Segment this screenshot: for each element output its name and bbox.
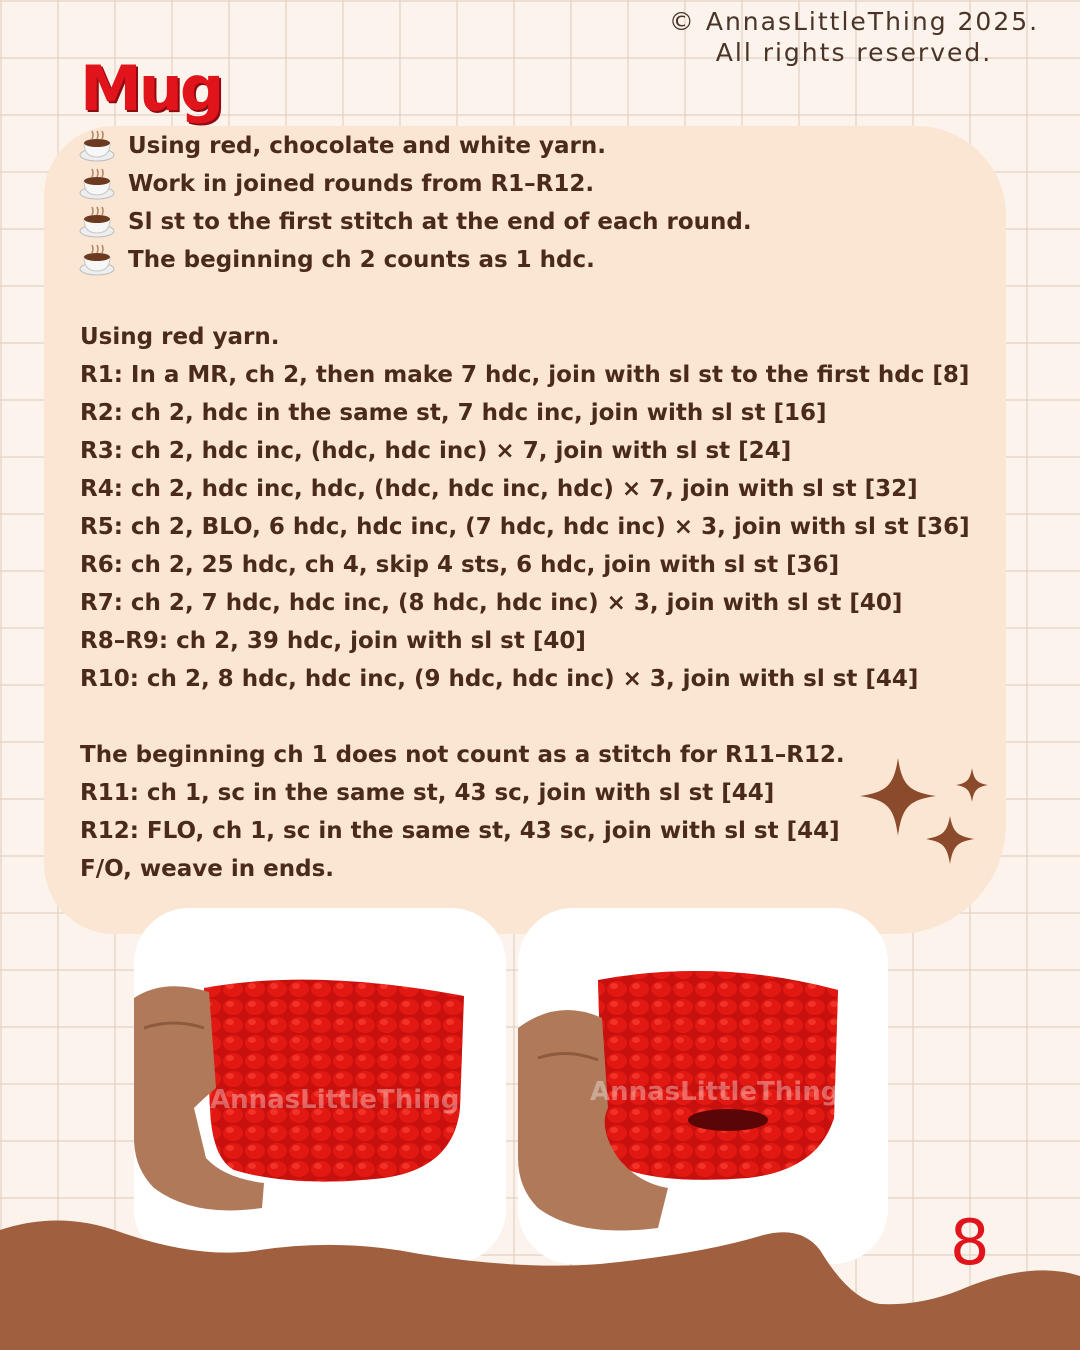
bullet-text: Work in joined rounds from R1–R12. bbox=[128, 171, 595, 197]
section-intro: Using red yarn. bbox=[80, 324, 280, 350]
chocolate-wave bbox=[0, 1210, 1080, 1350]
spacer bbox=[80, 698, 970, 736]
bullet-item bbox=[78, 165, 752, 203]
bullet-text: Using red, chocolate and white yarn. bbox=[128, 133, 606, 159]
bullet-list bbox=[78, 127, 752, 279]
copyright-notice bbox=[644, 6, 1064, 68]
pattern-row-r1: R1: In a MR, ch 2, then make 7 hdc, join with sl st to the first hdc [8] bbox=[80, 362, 970, 388]
sparkle-icon bbox=[850, 750, 995, 870]
page-number: 8 bbox=[950, 1206, 990, 1279]
coffee-cup-icon bbox=[78, 205, 116, 239]
bullet-text: Sl st to the first stitch at the end of each round. bbox=[128, 209, 752, 235]
copyright-line-1: © AnnasLittleThing 2025. bbox=[668, 7, 1040, 36]
coffee-cup-icon bbox=[78, 243, 116, 277]
coffee-cup-icon bbox=[78, 129, 116, 163]
page-title: Mug bbox=[80, 52, 222, 125]
pattern-row-r8-r9: R8–R9: ch 2, 39 hdc, join with sl st [40] bbox=[80, 628, 586, 654]
bullet-text: The beginning ch 2 counts as 1 hdc. bbox=[128, 247, 595, 273]
pattern-row-r4: R4: ch 2, hdc inc, hdc, (hdc, hdc inc, hdc) × 7, join with sl st [32] bbox=[80, 476, 918, 502]
pattern-row-r7: R7: ch 2, 7 hdc, hdc inc, (8 hdc, hdc inc) × 3, join with sl st [40] bbox=[80, 590, 903, 616]
photo-watermark: AnnasLittleThing bbox=[590, 1077, 840, 1107]
coffee-cup-icon bbox=[78, 167, 116, 201]
bullet-item bbox=[78, 203, 752, 241]
bullet-item bbox=[78, 241, 752, 279]
pattern-row-r3: R3: ch 2, hdc inc, (hdc, hdc inc) × 7, join with sl st [24] bbox=[80, 438, 792, 464]
pattern-row-r10: R10: ch 2, 8 hdc, hdc inc, (9 hdc, hdc inc) × 3, join with sl st [44] bbox=[80, 666, 919, 692]
pattern-row-r5: R5: ch 2, BLO, 6 hdc, hdc inc, (7 hdc, hdc inc) × 3, join with sl st [36] bbox=[80, 514, 970, 540]
pattern-row-r12: R12: FLO, ch 1, sc in the same st, 43 sc, join with sl st [44] bbox=[80, 818, 840, 844]
pattern-instructions bbox=[80, 318, 970, 888]
section-intro: The beginning ch 1 does not count as a stitch for R11–R12. bbox=[80, 742, 845, 768]
pattern-row-r2: R2: ch 2, hdc in the same st, 7 hdc inc, join with sl st [16] bbox=[80, 400, 827, 426]
pattern-row-r11: R11: ch 1, sc in the same st, 43 sc, join with sl st [44] bbox=[80, 780, 775, 806]
bullet-item bbox=[78, 127, 752, 165]
photo-watermark: AnnasLittleThing bbox=[210, 1085, 460, 1115]
copyright-line-2: All rights reserved. bbox=[715, 38, 993, 67]
pattern-row-finish: F/O, weave in ends. bbox=[80, 856, 334, 882]
pattern-row-r6: R6: ch 2, 25 hdc, ch 4, skip 4 sts, 6 hdc, join with sl st [36] bbox=[80, 552, 840, 578]
